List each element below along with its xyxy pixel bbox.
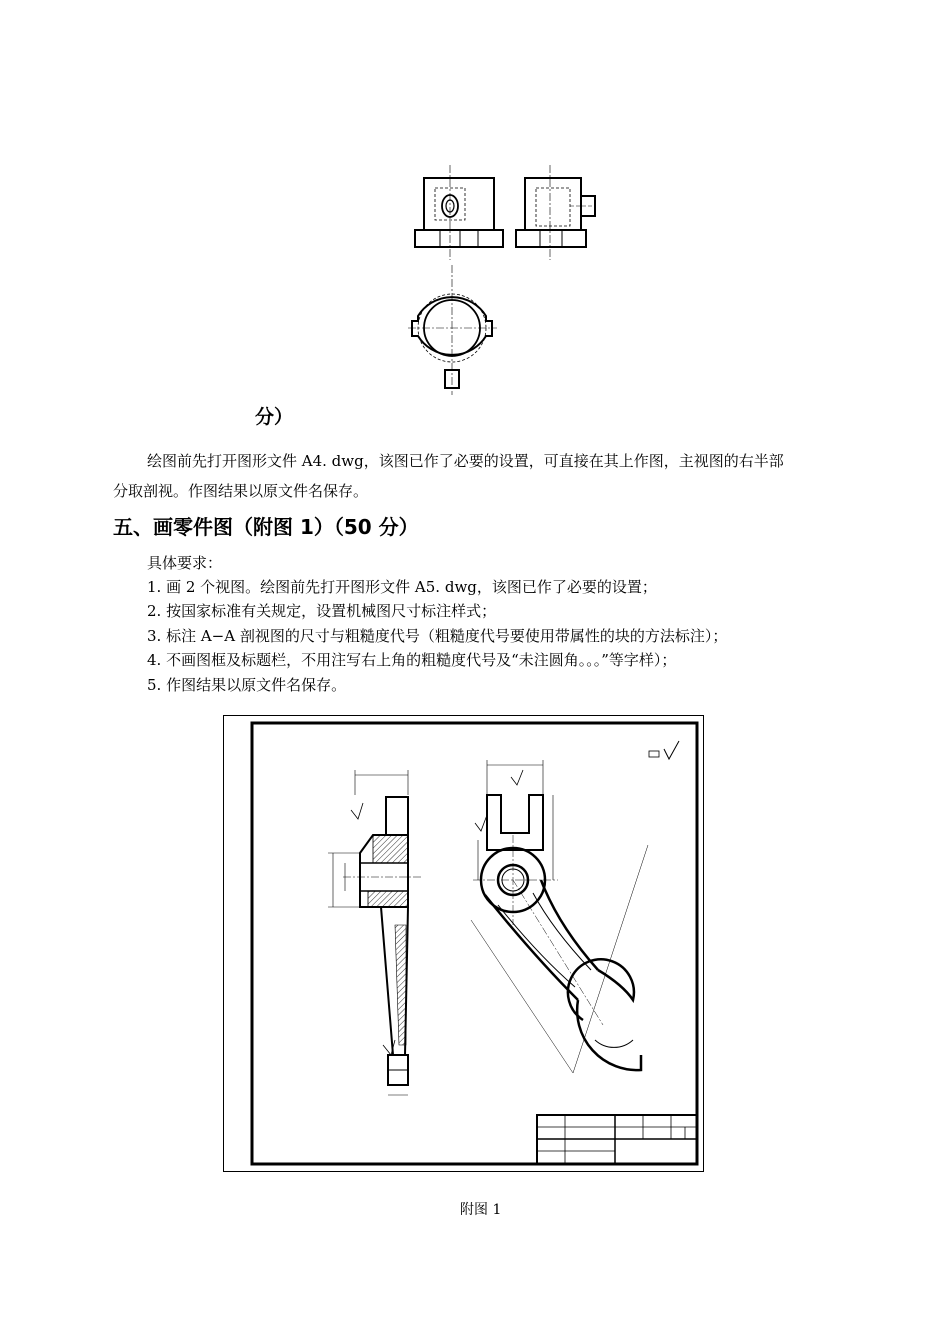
requirements-title: 具体要求： [147,554,223,572]
intro-paragraph-line-1: 绘图前先打开图形文件 A4. dwg，该图已作了必要的设置，可直接在其上作图，主视图的右半部 [147,452,784,470]
figure-caption: 附图 1 [460,1202,502,1218]
drawing-frame [252,723,697,1164]
requirement-item-1: 1. 画 2 个视图。绘图前先打开图形文件 A5. dwg，该图已作了必要的设置； [147,578,657,596]
question-fragment: 分） [255,406,294,428]
section-view-aa [328,770,423,1095]
side-view [516,165,595,260]
top-views-drawing [400,160,630,400]
front-view-rod [471,760,648,1073]
requirement-item-4: 4. 不画图框及标题栏，不用注写右上角的粗糙度代号及“未注圆角。。。”等字样）； [147,651,677,669]
part-drawing-figure [223,715,705,1173]
requirement-item-5: 5. 作图结果以原文件名保存。 [147,676,347,694]
requirement-item-2: 2. 按国家标准有关规定，设置机械图尺寸标注样式； [147,602,497,620]
top-view [408,265,497,395]
intro-paragraph-line-2: 分取剖视。作图结果以原文件名保存。 [113,482,369,500]
front-view [415,165,503,260]
section-heading: 五、画零件图（附图 1）（50 分） [113,515,419,539]
title-block [537,1115,697,1164]
roughness-symbol [649,741,679,759]
requirement-item-3: 3. 标注 A−A 剖视图的尺寸与粗糙度代号（粗糙度代号要使用带属性的块的方法标注）； [147,627,728,645]
